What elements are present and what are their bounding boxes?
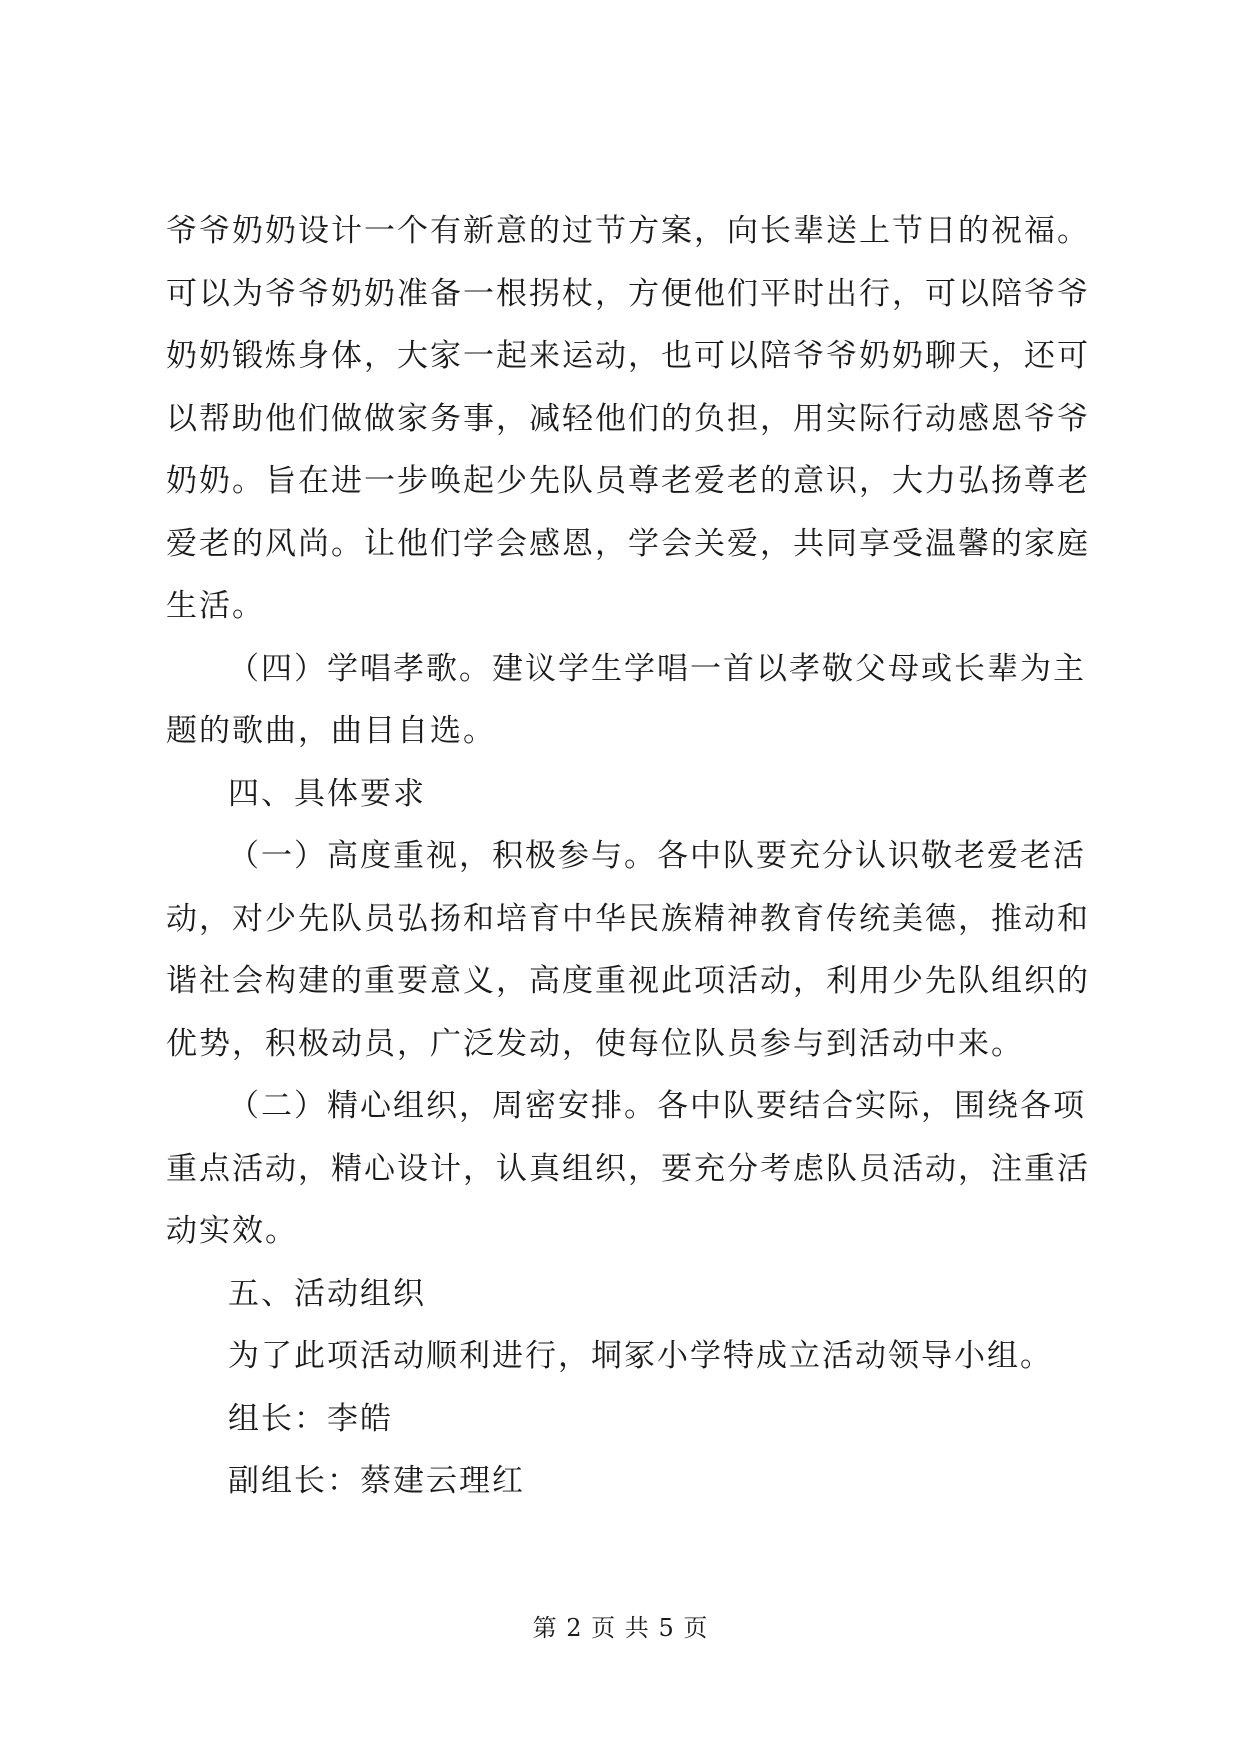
paragraph-start-line: 为了此项活动顺利进行，垌冢小学特成立活动领导小组。 xyxy=(228,1338,1053,1374)
body-line: 动，对少先队员弘扬和培育中华民族精神教育传统美德，推动和 xyxy=(166,900,1090,937)
body-line: 爱老的风尚。让他们学会感恩，学会关爱，共同享受温馨的家庭 xyxy=(166,525,1090,562)
body-line: 动实效。 xyxy=(166,1213,298,1249)
body-line: 以帮助他们做做家务事，减轻他们的负担，用实际行动感恩爷爷 xyxy=(166,400,1090,437)
leader-line: 组长：李皓 xyxy=(228,1400,393,1437)
body-line: 题的歌曲，曲目自选。 xyxy=(166,713,496,749)
body-line: 重点活动，精心设计，认真组织，要充分考虑队员活动，注重活 xyxy=(166,1150,1090,1187)
paragraph-start-line: （一）高度重视，积极参与。各中队要充分认识敬老爱老活 xyxy=(228,838,1086,874)
page-footer xyxy=(0,1608,1241,1643)
body-line: 谐社会构建的重要意义，高度重视此项活动，利用少先队组织的 xyxy=(166,963,1090,999)
body-line: 爷爷奶奶设计一个有新意的过节方案，向长辈送上节日的祝福。 xyxy=(166,213,1090,249)
document-body xyxy=(166,200,1090,1513)
body-line: 生活。 xyxy=(166,588,265,624)
deputy-leader-line: 副组长：蔡建云理红 xyxy=(228,1463,525,1499)
paragraph-start-line: （二）精心组织，周密安排。各中队要结合实际，围绕各项 xyxy=(228,1088,1086,1124)
paragraph-start-line: （四）学唱孝歌。建议学生学唱一首以孝敬父母或长辈为主 xyxy=(228,650,1086,687)
section-heading: 四、具体要求 xyxy=(228,775,426,812)
body-line: 可以为爷爷奶奶准备一根拐杖，方便他们平时出行，可以陪爷爷 xyxy=(166,275,1090,312)
body-line: 奶奶锻炼身体，大家一起来运动，也可以陪爷爷奶奶聊天，还可 xyxy=(166,338,1090,374)
body-line: 奶奶。旨在进一步唤起少先队员尊老爱老的意识，大力弘扬尊老 xyxy=(166,463,1090,499)
body-line: 优势，积极动员，广泛发动，使每位队员参与到活动中来。 xyxy=(166,1025,1024,1062)
section-heading: 五、活动组织 xyxy=(228,1275,426,1312)
page-indicator: 第 2 页 共 5 页 xyxy=(532,1614,709,1642)
